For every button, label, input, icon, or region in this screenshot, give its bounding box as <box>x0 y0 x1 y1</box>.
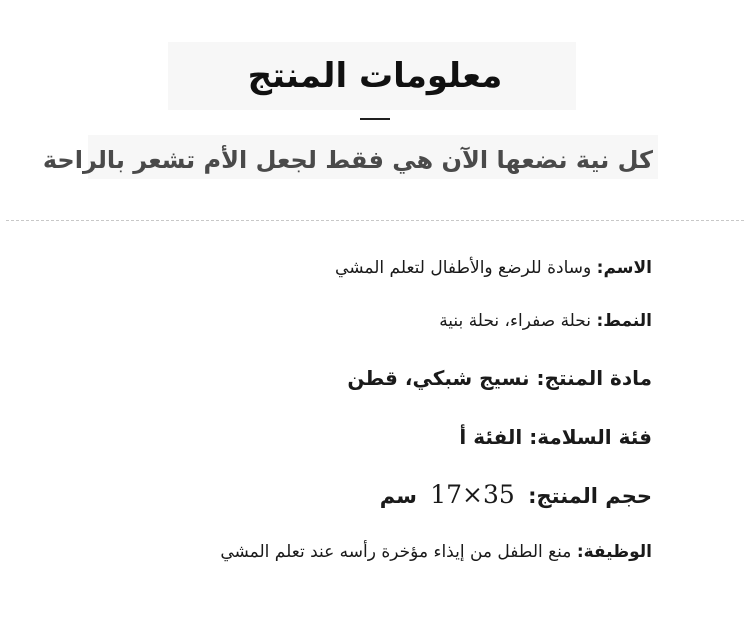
spec-value: وسادة للرضع والأطفال لتعلم المشي <box>335 258 592 278</box>
spec-label: مادة المنتج: <box>536 366 652 390</box>
spec-row-name <box>329 258 652 278</box>
spec-label: الاسم: <box>596 258 652 278</box>
spec-value-size: 17×35 <box>430 480 515 509</box>
spec-row-safety <box>453 425 652 449</box>
spec-label: حجم المنتج: <box>528 484 652 508</box>
spec-label: النمط: <box>596 311 652 331</box>
spec-row-material <box>341 366 652 390</box>
spec-value: منع الطفل من إيذاء مؤخرة رأسه عند تعلم المشي <box>220 542 572 562</box>
spec-row-pattern <box>433 311 652 331</box>
spec-value: نحلة صفراء، نحلة بنية <box>439 311 592 331</box>
spec-label: الوظيفة: <box>576 542 652 562</box>
title-underline <box>360 118 390 120</box>
spec-unit: سم <box>379 484 417 508</box>
page-title: معلومات المنتج <box>247 56 503 96</box>
tagline: كل نية نضعها الآن هي فقط لجعل الأم تشعر بالراحة <box>42 146 653 174</box>
spec-value: نسيج شبكي، قطن <box>347 366 530 390</box>
spec-row-function <box>214 542 652 562</box>
spec-row-size <box>380 480 652 509</box>
spec-value: الفئة أ <box>459 425 523 449</box>
section-divider <box>6 220 744 221</box>
spec-label: فئة السلامة: <box>529 425 652 449</box>
